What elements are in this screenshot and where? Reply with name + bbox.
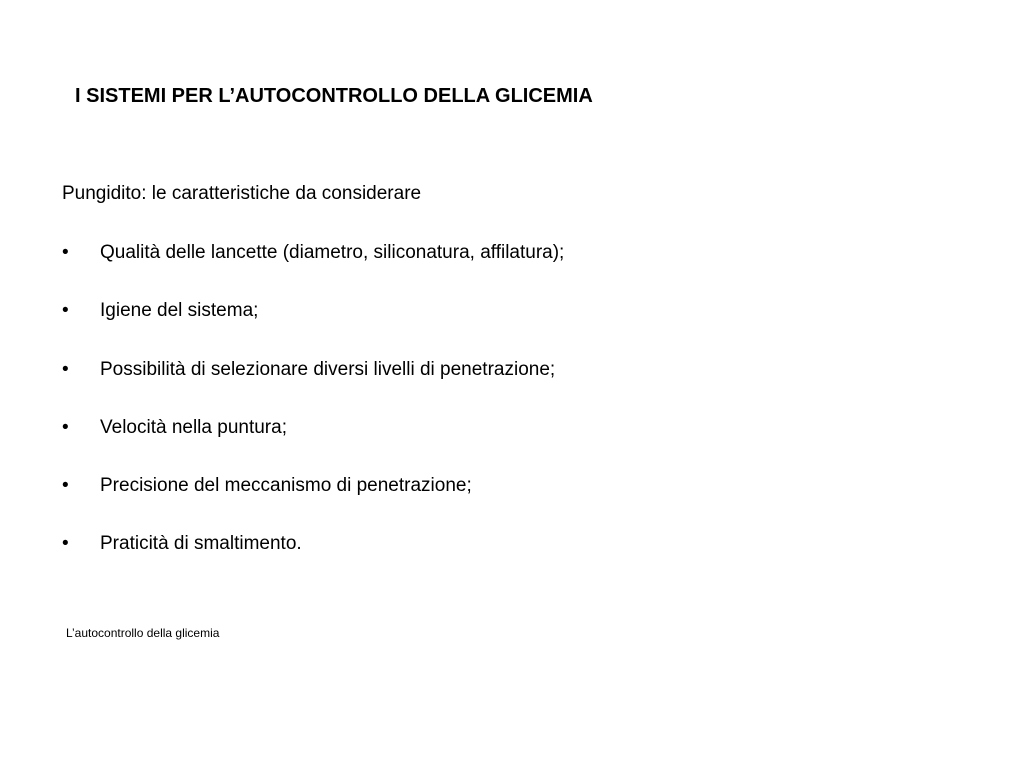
bullet-text: Igiene del sistema; xyxy=(100,300,259,322)
bullet-text: Possibilità di selezionare diversi livelli di penetrazione; xyxy=(100,358,556,380)
bullet-icon: • xyxy=(62,300,69,322)
bullet-text: Qualità delle lancette (diametro, siliconatura, affilatura); xyxy=(100,242,565,263)
bullet-icon: • xyxy=(62,416,69,438)
slide-title: I SISTEMI PER L’AUTOCONTROLLO DELLA GLICEMIA xyxy=(75,85,593,107)
bullet-icon: • xyxy=(62,358,69,380)
bullet-icon: • xyxy=(62,242,69,263)
bullet-text: Praticità di smaltimento. xyxy=(100,533,302,555)
bullet-text: Precisione del meccanismo di penetrazione; xyxy=(100,475,472,497)
bullet-icon: • xyxy=(62,533,69,555)
slide-footer: L’autocontrollo della glicemia xyxy=(66,626,220,640)
bullet-icon: • xyxy=(62,475,69,497)
bullet-text: Velocità nella puntura; xyxy=(100,416,287,438)
intro-text: Pungidito: le caratteristiche da considerare xyxy=(62,183,422,204)
